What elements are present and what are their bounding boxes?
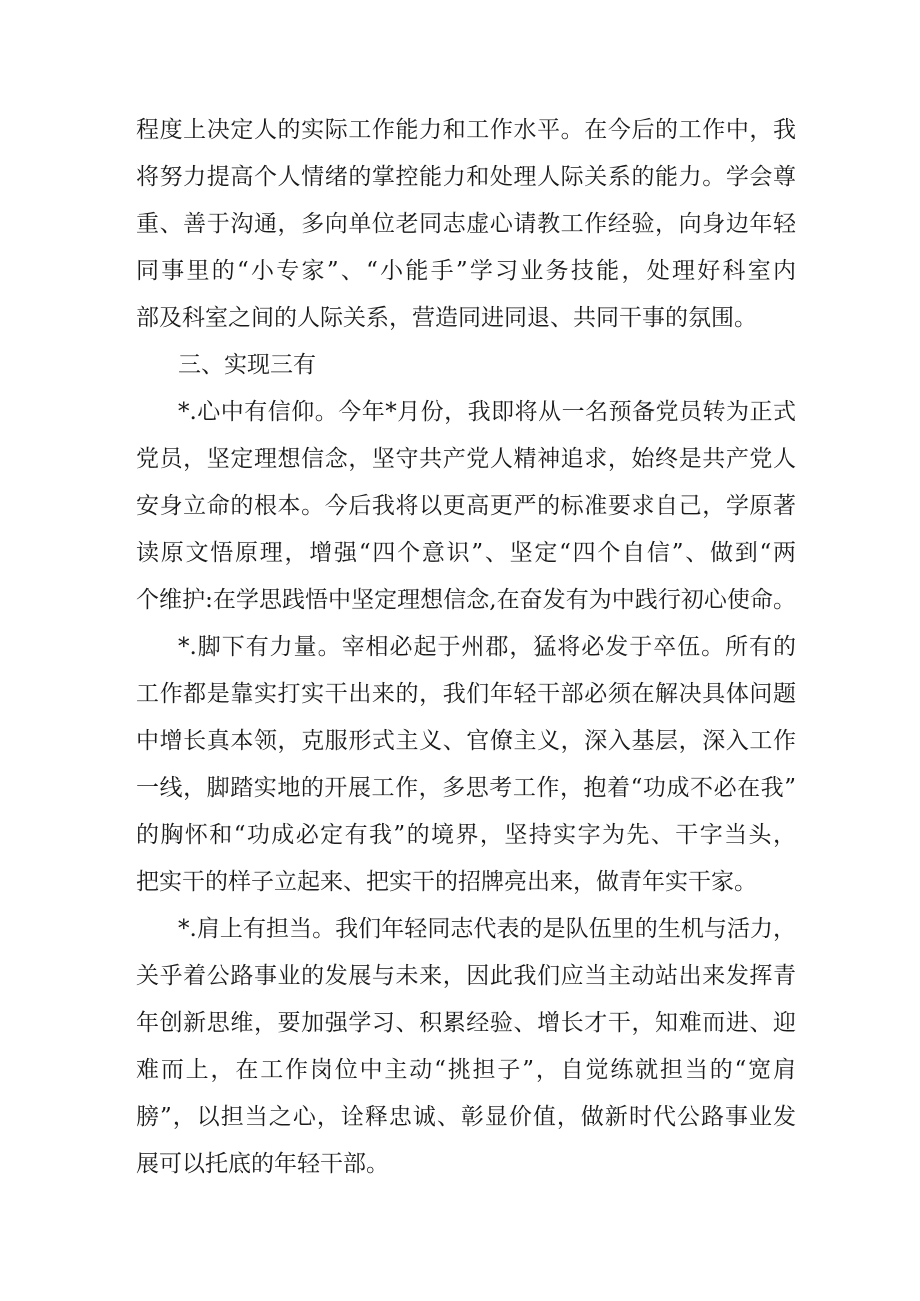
text-line: 安身立命的根本。今后我将以更高更严的标准要求自己，学原著 (136, 493, 796, 519)
section-heading: 三、实现三有 (178, 352, 316, 378)
text-line: 个维护:在学思践悟中坚定理想信念,在奋发有为中践行初心使命。 (136, 587, 796, 613)
text-line: 展可以托底的年轻干部。 (136, 1151, 389, 1177)
paragraph-first-line: *.肩上有担当。我们年轻同志代表的是队伍里的生机与活力， (178, 916, 796, 942)
text-line: 同事里的“小专家”、“小能手”学习业务技能，处理好科室内 (136, 258, 796, 284)
text-line: 一线，脚踏实地的开展工作，多思考工作，抱着“功成不必在我” (136, 775, 796, 801)
text-line: 重、善于沟通，多向单位老同志虚心请教工作经验，向身边年轻 (136, 211, 796, 237)
text-line: 党员，坚定理想信念，坚守共产党人精神追求，始终是共产党人 (136, 446, 796, 472)
text-line: 难而上，在工作岗位中主动“挑担子”，自觉练就担当的“宽肩 (136, 1057, 796, 1083)
text-line: 膀”，以担当之心，诠释忠诚、彰显价值，做新时代公路事业发 (136, 1104, 796, 1130)
text-line: 的胸怀和“功成必定有我”的境界，坚持实字为先、干字当头， (136, 822, 796, 848)
text-line: 将努力提高个人情绪的掌控能力和处理人际关系的能力。学会尊 (136, 164, 796, 190)
paragraph-first-line: *.脚下有力量。宰相必起于州郡，猛将必发于卒伍。所有的 (178, 634, 796, 660)
text-line: 程度上决定人的实际工作能力和工作水平。在今后的工作中，我 (136, 117, 796, 143)
text-line: 中增长真本领，克服形式主义、官僚主义，深入基层，深入工作 (136, 728, 796, 754)
text-line: 把实干的样子立起来、把实干的招牌亮出来，做青年实干家。 (136, 869, 757, 895)
text-line: 工作都是靠实打实干出来的，我们年轻干部必须在解决具体问题 (136, 681, 796, 707)
text-line: 年创新思维，要加强学习、积累经验、增长才干，知难而进、迎 (136, 1010, 796, 1036)
text-line: 部及科室之间的人际关系，营造同进同退、共同干事的氛围。 (136, 305, 757, 331)
paragraph-first-line: *.心中有信仰。今年*月份，我即将从一名预备党员转为正式 (178, 399, 796, 425)
text-line: 关乎着公路事业的发展与未来，因此我们应当主动站出来发挥青 (136, 963, 796, 989)
text-line: 读原文悟原理，增强“四个意识”、坚定“四个自信”、做到“两 (136, 540, 796, 566)
